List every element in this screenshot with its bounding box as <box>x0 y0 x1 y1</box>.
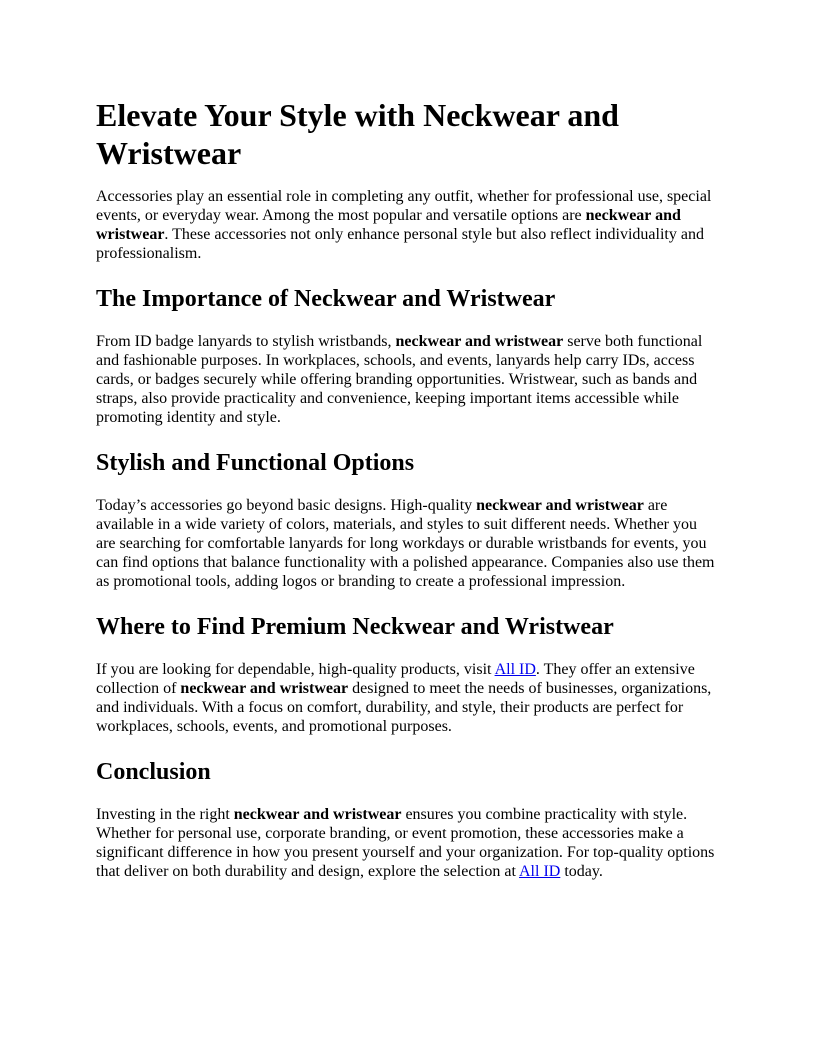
conclusion-bold-phrase: neckwear and wristwear <box>233 806 402 823</box>
conclusion-text-3: today. <box>560 863 603 880</box>
conclusion-text-2: ensures you combine practicality with style. Whether for personal use, corporate branding, or event promotion, these accessories make a significant difference in how you present yourself and your organization. For top-quality options that deliver on both durability and design, explore the selection at <box>96 806 715 880</box>
where-text-1: If you are looking for dependable, high-quality products, visit <box>96 661 495 678</box>
section-paragraph-importance <box>96 332 720 427</box>
section-heading-options: Stylish and Functional Options <box>96 450 415 476</box>
section-paragraph-options <box>96 496 720 591</box>
all-id-link[interactable]: All ID <box>494 661 536 678</box>
intro-bold-phrase: neckwear and wristwear <box>96 207 681 243</box>
importance-text-1: From ID badge lanyards to stylish wristbands, <box>96 333 396 350</box>
conclusion-text-1: Investing in the right <box>96 806 234 823</box>
where-text-3: designed to meet the needs of businesses, organizations, and individuals. With a focus on comfort, durability, and style, their products are perfect for workplaces, schools, events, and promotional purposes. <box>96 680 712 735</box>
intro-paragraph <box>96 187 720 263</box>
section-paragraph-where-to-find <box>96 660 720 736</box>
importance-text-2: serve both functional and fashionable purposes. In workplaces, schools, and events, lanyards help carry IDs, access cards, or badges securely while offering branding opportunities. Wristwear, such as bands and straps, also provide practicality and convenience, keeping important items accessible while promoting identity and style. <box>96 333 703 426</box>
page-title: Elevate Your Style with Neckwear and Wristwear <box>96 97 619 171</box>
document-page <box>96 96 720 881</box>
section-heading-conclusion: Conclusion <box>96 759 211 785</box>
intro-text-2: . These accessories not only enhance personal style but also reflect individuality and professionalism. <box>96 226 704 262</box>
section-heading-importance: The Importance of Neckwear and Wristwear <box>96 286 556 312</box>
section-heading-where-to-find: Where to Find Premium Neckwear and Wristwear <box>96 614 614 640</box>
options-bold-phrase: neckwear and wristwear <box>476 497 644 514</box>
options-text-1: Today’s accessories go beyond basic designs. High-quality <box>96 497 477 514</box>
where-text-2: . They offer an extensive collection of <box>96 661 695 697</box>
where-bold-phrase: neckwear and wristwear <box>180 680 349 697</box>
section-paragraph-conclusion <box>96 805 720 881</box>
options-text-2: are available in a wide variety of colors, materials, and styles to suit different needs. Whether you are searching for comfortable lanyards for long workdays or durable wristbands for events, you can find options that balance functionality with a polished appearance. Companies also use them as promotional tools, adding logos or branding to create a professional impression. <box>96 497 715 590</box>
importance-bold-phrase: neckwear and wristwear <box>395 333 564 350</box>
intro-text-1: Accessories play an essential role in completing any outfit, whether for professional use, special events, or everyday wear. Among the most popular and versatile options are <box>96 188 712 224</box>
all-id-link-conclusion[interactable]: All ID <box>519 863 561 880</box>
